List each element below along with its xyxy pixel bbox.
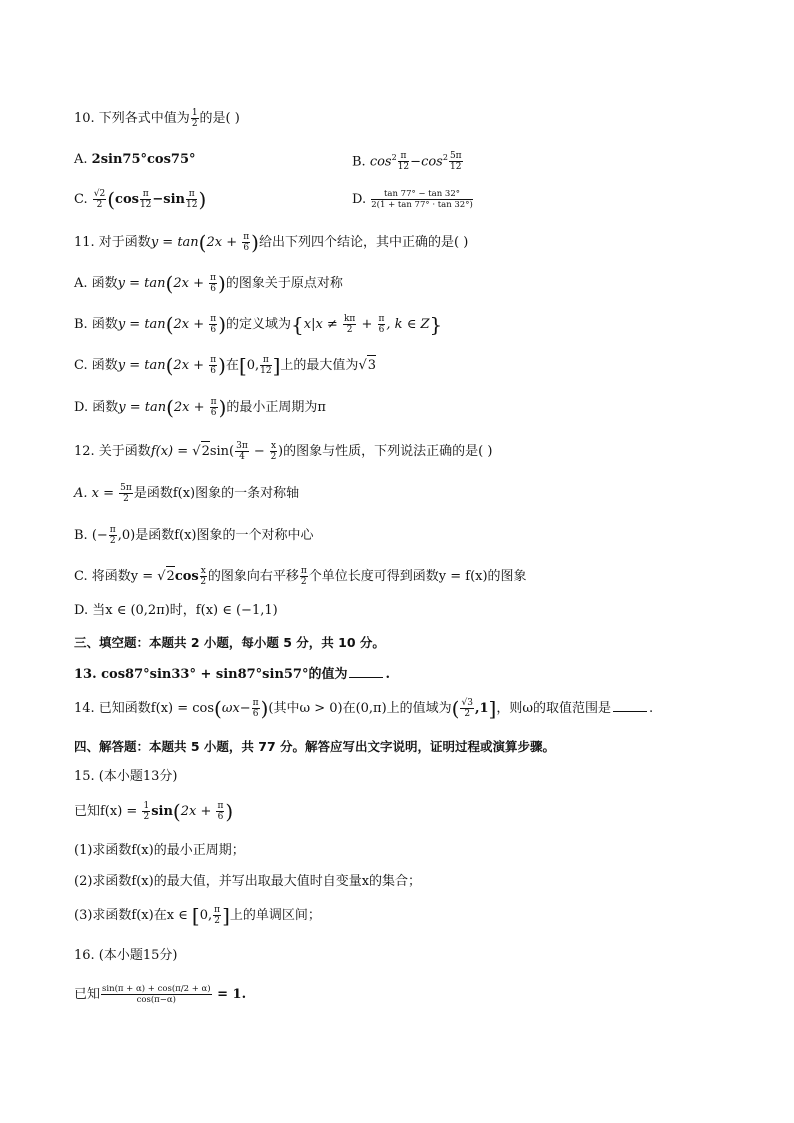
frac-den: 2 [300,577,307,587]
frac-den: 2 [109,536,116,546]
frac-num: π [260,355,271,366]
bracket-right: ] [222,903,230,928]
paren-right: ) [218,395,227,420]
func-text: y = tan [117,276,166,291]
frac-num: x [200,566,206,576]
frac-den: 4 [239,452,245,462]
sqrt-content: 3 [367,355,376,376]
paren-left: ( [107,187,116,212]
minus-sin-text: −sin [152,192,186,207]
q16-given [74,984,246,1005]
option-pre: C. 函数 [74,358,118,373]
sin-text: sin( [209,444,235,459]
square-exponent: 2 [442,153,448,162]
bracket-left: [ [191,903,200,928]
arg-text: 2x + [173,276,209,291]
fraction [209,355,217,376]
frac-num: π [300,566,307,576]
frac-den: 2 [96,200,103,210]
q10-stem-text: 10. 下列各式中值为 [74,111,190,126]
frac-num: π [217,801,224,811]
q11-option-a [74,273,343,294]
fraction [371,189,473,210]
fraction [142,801,150,822]
arg-text: ωx− [221,701,251,716]
paren-right: ) [218,353,226,378]
func-text: y = tan [117,358,166,373]
bracket-left: [ [238,353,247,378]
option-mid: 在 [225,358,239,373]
q12-option-c [74,566,527,587]
frac-num: x [270,441,277,451]
option-post: 个单位长度可得到函数y = f(x)的图象 [308,569,527,584]
frac-den: 6 [210,325,217,335]
q12-option-b [74,525,313,546]
q12-stem-pre: 12. 关于函数 [74,444,151,459]
arg-text: 2x + [206,235,242,250]
frac-num: π [210,355,217,365]
frac-num: π [243,232,250,242]
q13 [74,665,390,685]
frac-den: 12 [139,200,152,210]
arg-text: 2x + [173,400,209,415]
option-label: B. [352,154,366,170]
paren-left: ( [165,353,174,378]
fraction [93,189,106,210]
q12-option-a [74,483,299,504]
sqrt-sign: √ [192,444,201,459]
minus: − [410,154,422,170]
func-text: y = tan [150,235,199,250]
q14 [74,698,653,719]
option-text: D. 当x ∈ (0,2π)时，f(x) ∈ (−1,1) [74,603,278,618]
q14-pre: 14. 已知函数f(x) = cos [74,701,215,716]
brace-right: } [429,312,443,337]
option-expr: 2sin75°cos75° [91,152,196,167]
func-text: y = tan [118,400,167,415]
interval-end: ,1 [474,701,489,716]
paren-left: ( [165,312,174,337]
minus: − [249,444,269,459]
frac-num: π [210,273,217,283]
q10-stem [74,108,240,129]
sqrt-content: 2 [166,566,175,587]
fraction [270,441,277,462]
paren-right: ) [260,696,269,721]
frac-den: 2 [200,577,207,587]
fraction [186,189,197,210]
q15-given [74,801,233,822]
fraction [242,232,250,253]
fx-text: f(x) = [150,444,193,459]
q16-head: 16. (本小题15分) [74,948,178,963]
fraction [260,355,271,376]
fraction [449,151,463,172]
frac-num: π [140,189,151,200]
option-label: C. [74,192,88,207]
frac-num: kπ [343,314,356,324]
q10-option-b [352,148,464,172]
option-pre: B. (− [74,528,108,543]
option-pre: C. 将函数y = [74,569,158,584]
sqrt-sign: √ [358,358,367,373]
section-solve-header: 四、解答题：本题共 5 小题，共 77 分。解答应写出文字说明，证明过程或演算步骤。 [74,739,556,754]
option-post: ,0)是函数f(x)图象的一个对称中心 [117,528,314,543]
q12-option-d [74,601,278,621]
fraction [252,698,260,719]
frac-den: 12 [397,162,410,173]
frac-den: 2 [270,452,277,462]
arg-text: 2x + [173,358,209,373]
frac-num: tan 77° − tan 32° [371,189,473,200]
frac-num: √3 [461,698,473,708]
q14-mid: (其中ω > 0)在(0,π)上的值域为 [268,701,452,716]
fraction [101,984,212,1005]
func-text: y = tan [117,317,166,332]
option-post: 的最小正周期为π [226,400,326,415]
frac-num: 5π [449,151,462,162]
paren-left: ( [451,696,460,721]
paren-right: ) [225,799,234,824]
cos-text: cos [421,154,443,170]
q10-option-c [74,189,206,210]
arg-text: 2x + [173,317,209,332]
q15-part1: (1)求函数f(x)的最小正周期； [74,843,245,858]
option-pre: D. 函数 [74,400,119,415]
q14-end: . [648,701,654,716]
frac-num: 5π [120,483,132,493]
q11-stem-pre: 11. 对于函数 [74,235,151,250]
q11-stem [74,232,468,253]
option-pre: A. 函数 [74,276,118,291]
fraction [210,397,218,418]
q10-option-d [352,189,474,210]
q15-part3 [74,905,321,926]
frac-num: sin(π + α) + cos(π/2 + α) [102,984,211,994]
answer-blank[interactable] [349,665,383,678]
fraction [378,314,386,335]
set-text: x|x ≠ [303,317,342,332]
frac-num: 1 [143,801,150,811]
interval-start: 0, [246,358,260,373]
frac-den: 6 [210,408,217,418]
option-post: 的图象关于原点对称 [225,276,343,291]
frac-den: 6 [252,709,259,719]
option-label: D. [352,192,367,207]
fraction [235,441,249,462]
square-exponent: 2 [391,153,397,162]
arg-text: 2x + [180,804,216,819]
given-pre: 已知f(x) = [74,804,142,819]
fraction [216,801,224,822]
sqrt-content: 2 [201,441,210,462]
fraction [191,108,199,129]
cos-text: cos [115,192,139,207]
cos-text: cos [369,154,392,170]
set-tail: , k ∈ Z [386,317,430,332]
fraction [343,314,356,335]
sin-text: sin [151,804,173,819]
frac-den: 2 [123,494,129,504]
q11-stem-post: 给出下列四个结论，其中正确的是( ) [258,235,469,250]
sqrt-sign: √ [157,569,166,584]
paren-left: ( [166,395,174,420]
q11-option-c [74,355,376,376]
paren-left: ( [172,799,181,824]
frac-num: π [109,525,116,535]
frac-den: 2 [464,709,471,719]
paren-right: ) [218,271,226,296]
option-post: 上的最大值为 [280,358,359,373]
interval-start: 0, [199,908,213,923]
part-post: 上的单调区间； [229,908,321,923]
q11-option-b [74,314,442,335]
frac-den: 6 [210,366,217,376]
paren-left: ( [165,271,174,296]
plus: + [357,317,377,332]
frac-den: cos(π−α) [136,995,176,1005]
frac-num: π [252,698,259,708]
q14-post: ，则ω的取值范围是 [496,701,611,716]
q10-stem-end: 的是( ) [199,111,240,126]
given-pre: 已知 [74,987,101,1002]
paren-close: ) [278,444,284,459]
frac-num: 1 [191,108,198,118]
fraction [209,273,217,294]
q12-stem-post: 的图象与性质，下列说法正确的是( ) [283,444,493,459]
option-mid: 的定义域为 [226,317,292,332]
paren-right: ) [218,312,226,337]
frac-den: 2 [346,325,353,335]
brace-left: { [291,312,304,337]
frac-num: π [378,314,385,324]
q13-text: 13. cos87°sin33° + sin87°sin57°的值为 [74,667,348,682]
fraction [200,566,207,587]
fraction [213,905,221,926]
frac-den: 6 [243,243,250,253]
frac-den: 12 [260,366,272,376]
q12-stem [74,441,492,462]
q13-end: . [385,667,391,682]
option-mid: 的图象向右平移 [207,569,299,584]
q10-option-a [74,150,196,170]
q11-option-d [74,397,326,418]
frac-den: 12 [186,200,198,210]
paren-right: ) [198,187,207,212]
part-pre: (3)求函数f(x)在x ∈ [74,908,192,923]
frac-num: π [214,905,221,915]
answer-blank[interactable] [613,699,647,712]
fraction [209,314,217,335]
option-post: 是函数f(x)图象的一条对称轴 [133,486,300,501]
paren-right: ) [251,230,259,255]
cos-text: cos [174,569,199,584]
frac-den: 2(1 + tan 77° · tan 32°) [371,200,473,210]
frac-num: π [398,151,409,162]
paren-left: ( [214,696,222,721]
q15-part2: (2)求函数f(x)的最大值，并写出取最大值时自变量x的集合； [74,874,422,889]
given-post: = 1. [212,987,247,1002]
bracket-right: ] [272,353,281,378]
frac-num: π [186,189,197,200]
fraction [109,525,117,546]
q15-head: 15. (本小题13分) [74,769,178,784]
section-fill-in-header: 三、填空题：本题共 2 小题，每小题 5 分，共 10 分。 [74,635,385,650]
fraction [398,151,409,172]
option-pre: B. 函数 [74,317,118,332]
fraction [460,698,473,719]
frac-den: 6 [210,284,216,294]
frac-den: 2 [143,812,150,822]
bracket-right: ] [488,696,497,721]
paren-left: ( [198,230,207,255]
frac-num: π [210,314,217,324]
frac-den: 6 [217,812,224,822]
fraction [119,483,133,504]
fraction [300,566,308,587]
option-pre: A. x = [74,486,119,501]
frac-num: π [210,397,217,407]
frac-den: 2 [191,119,198,129]
frac-den: 12 [450,162,462,173]
option-label: A. [74,152,88,167]
fraction [140,189,151,210]
frac-den: 6 [378,325,385,335]
frac-num: √2 [93,189,106,199]
frac-num: 3π [236,441,248,451]
frac-den: 2 [214,916,220,926]
